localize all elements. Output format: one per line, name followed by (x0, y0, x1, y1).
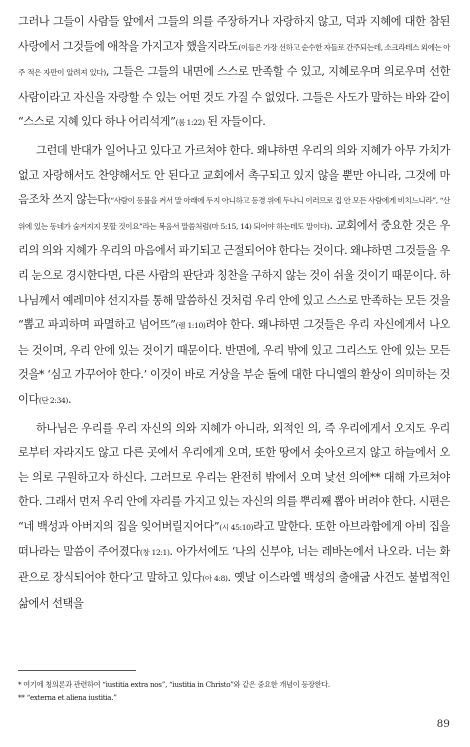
text-run: 하나님은 우리를 우리 자신의 의와 지혜가 아니라, 외적인 의, 즉 우리에게서 오지도 우리로부터 자라지도 않고 다른 곳에서 우리에게 오며, 또한 땅에서 솟아오르지 않고 하늘에서 오는 의로 구원하고자 하신다. 그러므로 우리는 완전히 밖에서 오며 낯선 의에** 대해 가르쳐야 한다. 그래서 먼저 우리 안에 자리를 가지고 있는 자신의 의를 뿌리째 뽑아 버려야 한다. 시편은 “네 백성과 아버지의 집을 잊어버릴지어다” (18, 421, 450, 533)
text-run: 라고 말한다. 또한 아브라함에게 아비 집을 떠나라는 말씀이 주어졌다 (18, 519, 451, 559)
paragraph-1 (18, 10, 450, 136)
text-run: 그런데 반대가 일어나고 있다고 가르쳐야 한다. 왜냐하면 우리의 의와 지혜가 아무 가치가 없고 자랑해서도 찬양해서도 안 된다고 교회에서 촉구되고 있지 않을 뿐만 아니라, 그것에 마음조차 쓰지 않는다 (18, 143, 450, 207)
footnote-divider (18, 670, 136, 671)
paragraph-3 (18, 417, 450, 617)
scripture-reference: (단 2:34) (38, 395, 68, 405)
text-run: . (67, 392, 72, 406)
inline-note: (“사람이 등불을 켜서 말 아래에 두지 아니하고 등경 위에 두나니 이러므로 집 안 모든 사람에게 비치느니라”, “산 위에 있는 동네가 숨겨지지 못할 것이요”라는 복음서 말씀처럼(마 5:15, 14) 되어야 하는데도 말이다) (18, 196, 450, 231)
text-run: 된 자들이다. (204, 115, 266, 129)
scripture-reference: (롬 1:22) (175, 118, 205, 128)
text-run: , 그들은 그들의 내면에 스스로 만족할 수 있고, 지혜로우며 의로우며 선한 사람이라고 자신을 자랑할 수 있는 어떤 것도 가질 수 없었다. 그들은 사도가 말하는 바와 같이 “스스로 지혜 있다 하나 어리석게” (18, 65, 450, 129)
text-run: 그러나 그들이 사람들 앞에서 그들의 의를 주장하거나 자랑하지 않고, 덕과 지혜에 대한 참된 사랑에서 그것들에 애착을 가지고자 했을지라도 (18, 15, 450, 53)
scripture-reference: (창 12:1) (139, 548, 170, 558)
text-run: . 교회에서 중요한 것은 우리의 의와 지혜가 우리의 마음에서 파기되고 근절되어야 한다는 것이다. 왜냐하면 그것들을 우리 눈으로 경시한다면, 다른 사람의 판단과 칭찬을 구하지 않는 것이 쉬울 것이기 때문이다. 하나님께서 예레미야 선지자를 통해 말씀하신 것처럼 우리 안에 있고 스스로 만족하는 모든 것을 “뽑고 파괴하며 파멸하고 넘어뜨” (18, 218, 451, 332)
text-run: 려야 한다. 왜냐하면 그것들은 우리 자신에게서 나오는 것이며, 우리 안에 있는 것이기 때문이다. 반면에, 우리 밖에 있고 그리스도 안에 있는 모든 것을* ‘심고 가꾸어야 한다.’ 이것이 바로 거상을 부순 돌에 대한 다니엘의 환상이 의미하는 것이다 (18, 318, 451, 406)
inline-note: (이들은 가장 선하고 순수한 자들로 간주되는데, 소크라테스 외에는 아주 적은 자만이 알려져 있다) (18, 42, 450, 78)
footnotes (18, 678, 450, 704)
paragraph-2 (18, 139, 450, 414)
text-run: . 아가서에도 ‘나의 신부야, 너는 레바논에서 나오라. 너는 화관으로 장식되어야 한다’고 말하고 있다 (18, 545, 450, 585)
scripture-reference: (아 4:8) (202, 574, 228, 584)
text-run: . 옛날 이스라엘 백성의 출애굽 사건도 불법적인 삶에서 선택을 (18, 571, 450, 610)
footnote-1: * 여기에 칭의론과 관련하여 “iustitia extra nos”, “iustitia in Christo”와 같은 중요한 개념이 등장한다. (18, 680, 330, 689)
page-number: 89 (436, 718, 450, 730)
body-text (18, 10, 450, 616)
footnote-2: ** “externa et aliena iustitia.” (18, 693, 117, 702)
scripture-reference: (렘 1:10) (175, 321, 206, 331)
scripture-reference: (시 45:10) (219, 522, 254, 532)
